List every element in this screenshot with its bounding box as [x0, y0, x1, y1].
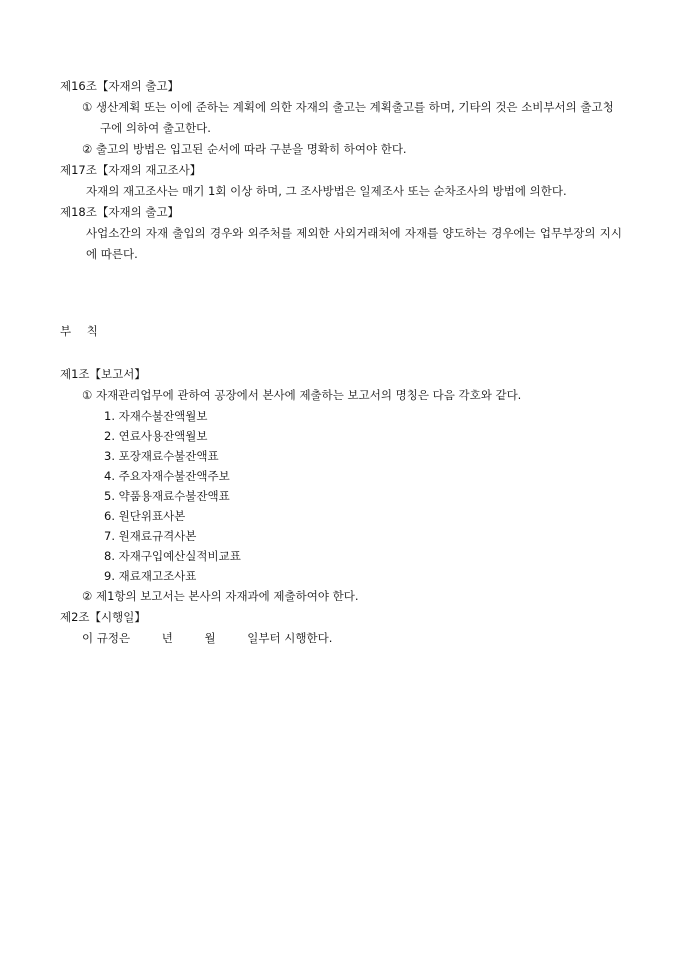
document-page: [60, 76, 622, 649]
report-list-item: 8. 자재구입예산실적비교표: [104, 549, 241, 563]
report-list-item: 7. 원재료규격사본: [104, 529, 197, 543]
report-list-item: 5. 약품용재료수불잔액표: [104, 489, 230, 503]
supplementary-provisions-heading: 부 칙: [60, 324, 104, 338]
article-18-text: 사업소간의 자재 출입의 경우와 외주처를 제외한 사외거래처에 자재를 양도하는 경우에는 업무부장의 지시에 따른다.: [86, 226, 622, 261]
report-list-item: 6. 원단위표사본: [104, 509, 186, 523]
article-16-title: 제16조【자재의 출고】: [60, 79, 180, 93]
report-list-item: 3. 포장재료수불잔액표: [104, 449, 219, 463]
report-list-item: 4. 주요자재수불잔액주보: [104, 469, 230, 483]
article-17-title: 제17조【자재의 재고조사】: [60, 163, 202, 177]
spacer: [60, 265, 622, 321]
spacer: [60, 342, 622, 364]
year-label: 년: [161, 631, 173, 645]
supp-article-2-title: 제2조【시행일】: [60, 610, 146, 624]
supp-article-1-item-1: ① 자재관리업무에 관하여 공장에서 본사에 제출하는 보고서의 명칭은 다음 각호와 같다.: [82, 388, 522, 402]
article-16-item-2: ② 출고의 방법은 입고된 순서에 따라 구분을 명확히 하여야 한다.: [82, 142, 407, 156]
report-list-item: 1. 자재수불잔액월보: [104, 409, 208, 423]
supp-article-1-title: 제1조【보고서】: [60, 367, 146, 381]
article-16-item-1: ① 생산계획 또는 이에 준하는 계획에 의한 자재의 출고는 계획출고를 하며, 기타의 것은 소비부서의 출고청구에 의하여 출고한다.: [82, 100, 614, 135]
effective-text-part: 일부터 시행한다.: [247, 631, 333, 645]
supp-article-1-item-2: ② 제1항의 보고서는 본사의 자재과에 제출하여야 한다.: [82, 589, 359, 603]
article-18-title: 제18조【자재의 출고】: [60, 205, 180, 219]
month-label: 월: [204, 631, 216, 645]
effective-text-part: 이 규정은: [82, 631, 131, 645]
report-list-item: 2. 연료사용잔액월보: [104, 429, 208, 443]
supp-article-2-text: [60, 628, 622, 649]
article-17-text: 자재의 재고조사는 매기 1회 이상 하며, 그 조사방법은 일제조사 또는 순차조사의 방법에 의한다.: [86, 184, 567, 198]
report-list-item: 9. 재료재고조사표: [104, 569, 197, 583]
